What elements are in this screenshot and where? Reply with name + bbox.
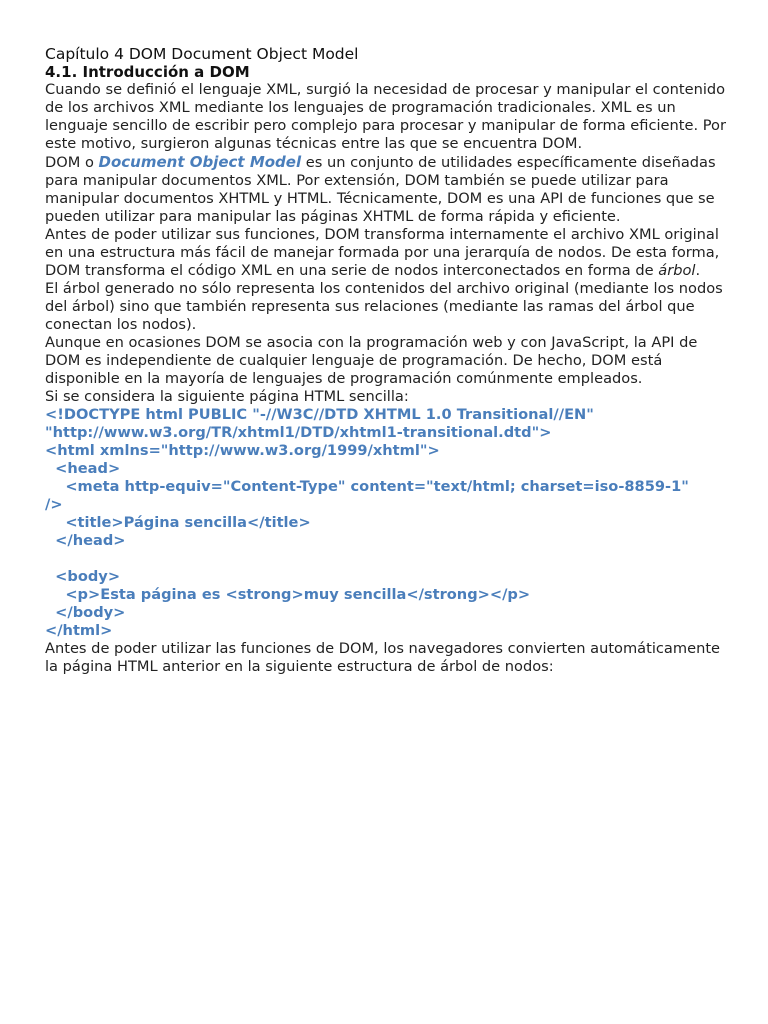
code-line: </body> <box>45 604 126 621</box>
paragraph-intro: Cuando se definió el lenguaje XML, surgió la necesidad de procesar y manipular el contenido de los archivos XML mediante los lenguajes de programación tradicionales. XML es un lenguaje sencillo de escribir pero complejo para procesar y manipular de forma eficiente. Por este motivo, surgieron algunas técnicas entre las que se encuentra DOM. <box>45 81 726 152</box>
paragraph-dom-transform-end: . <box>695 262 701 279</box>
tree-term: árbol <box>658 262 696 279</box>
paragraph-dom-independence: Aunque en ocasiones DOM se asocia con la programación web y con JavaScript, la API de DOM es independiente de cualquier lenguaje de programación. De hecho, DOM está disponible en la mayoría de lenguajes de programación comúnmente empleados. <box>45 334 698 387</box>
code-line-blank <box>45 550 728 568</box>
code-line: /> <box>45 496 63 513</box>
code-line: <p>Esta página es <strong>muy sencilla</strong></p> <box>45 586 531 603</box>
code-line: <body> <box>45 568 121 585</box>
paragraph-dom-definition <box>45 153 728 226</box>
code-line: <meta http-equiv="Content-Type" content="text/html; charset=iso-8859-1" <box>45 478 689 495</box>
code-line: <html xmlns="http://www.w3.org/1999/xhtml"> <box>45 442 440 459</box>
document-object-model-link[interactable]: Document Object Model <box>98 153 302 171</box>
paragraph-dom-transform <box>45 226 728 280</box>
code-line: <!DOCTYPE html PUBLIC "-//W3C//DTD XHTML 1.0 Transitional//EN" <box>45 406 594 423</box>
paragraph-tree-intro: Antes de poder utilizar las funciones de DOM, los navegadores convierten automáticamente la página HTML anterior en la siguiente estructura de árbol de nodos: <box>45 640 721 675</box>
code-line: "http://www.w3.org/TR/xhtml1/DTD/xhtml1-transitional.dtd"> <box>45 424 552 441</box>
code-line: </html> <box>45 622 113 639</box>
paragraph-dom-definition-rest: es un conjunto de utilidades específicamente diseñadas para manipular documentos XML. Por extensión, DOM también se puede utilizar para manipular documentos XHTML y HTML. Técnicamente, DOM es una API de funciones que se pueden utilizar para manipular las páginas XHTML de forma rápida y eficiente. <box>45 154 716 225</box>
code-line: <title>Página sencilla</title> <box>45 514 311 531</box>
chapter-title: Capítulo 4 DOM Document Object Model <box>45 45 359 63</box>
code-line: <head> <box>45 460 121 477</box>
paragraph-tree-relations: El árbol generado no sólo representa los contenidos del archivo original (mediante los nodos del árbol) sino que también representa sus relaciones (mediante las ramas del árbol que conectan los nodos). <box>45 280 723 333</box>
code-line: </head> <box>45 532 126 549</box>
paragraph-dom-transform-start: Antes de poder utilizar sus funciones, DOM transforma internamente el archivo XML original en una estructura más fácil de manejar formada por una jerarquía de nodos. De esta forma, DOM transforma el código XML en una serie de nodos interconectados en forma de <box>45 226 720 279</box>
paragraph-dom-definition-start: DOM o <box>45 154 99 171</box>
code-example <box>45 406 728 640</box>
section-title: 4.1. Introducción a DOM <box>45 63 250 81</box>
paragraph-example-intro: Si se considera la siguiente página HTML sencilla: <box>45 388 409 405</box>
